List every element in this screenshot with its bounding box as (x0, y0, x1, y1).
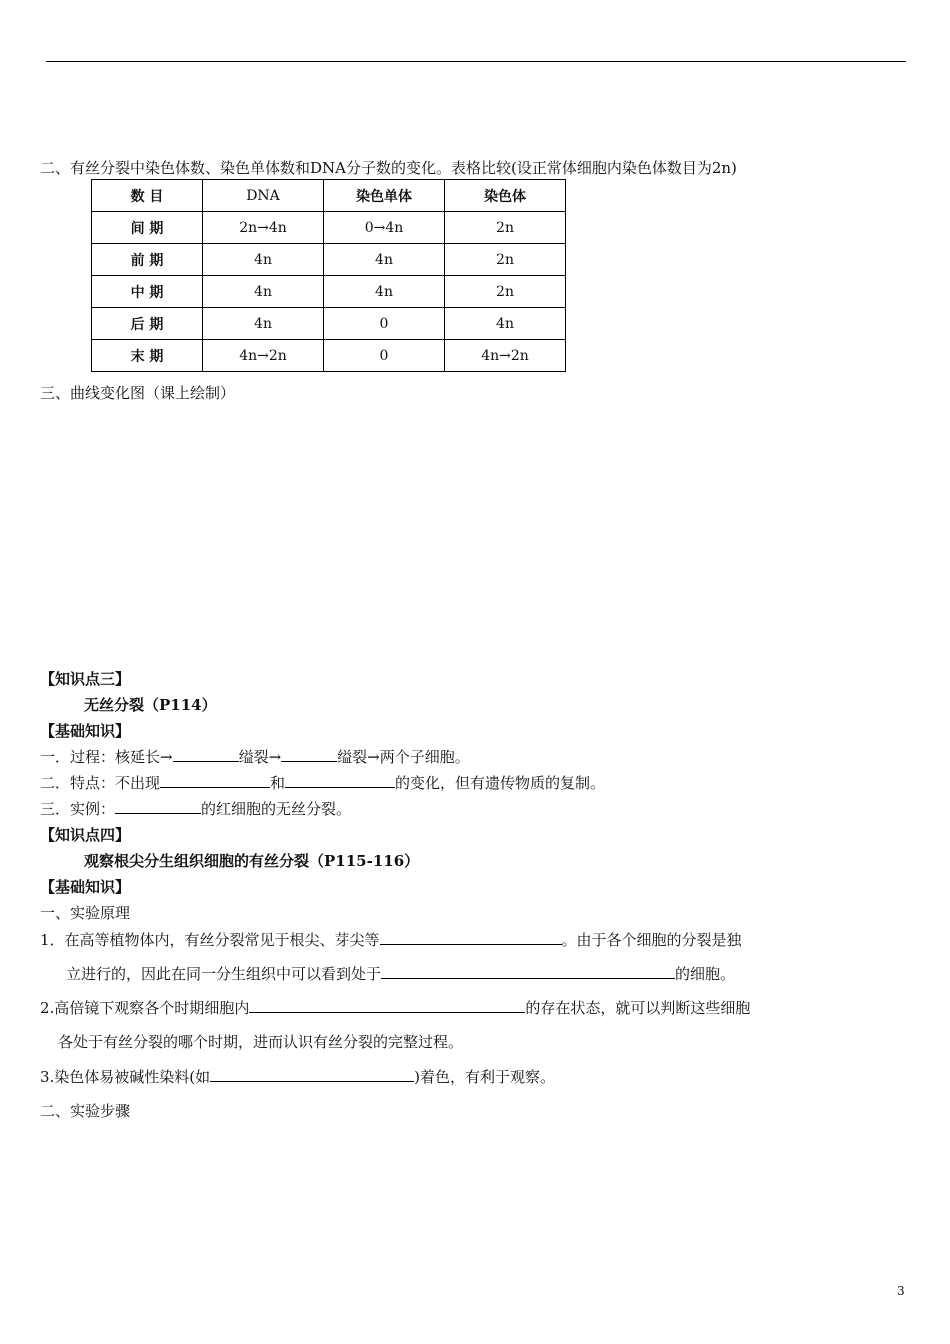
text-segment: 的存在状态，就可以判断这些细胞 (525, 999, 751, 1017)
table-header-cell: 数 目 (92, 180, 203, 212)
comparison-table (91, 179, 566, 372)
table-cell: 末 期 (92, 340, 203, 372)
kp4-principle-2-line-2: 各处于有丝分裂的哪个时期，进而认识有丝分裂的完整过程。 (58, 1033, 464, 1051)
table-cell: 后 期 (92, 308, 203, 340)
table-cell: 2n (445, 212, 566, 244)
blank-line (285, 773, 395, 788)
table-cell: 中 期 (92, 276, 203, 308)
table-cell: 4n (324, 244, 445, 276)
text-segment: 的红细胞的无丝分裂。 (201, 800, 352, 818)
table-row (92, 276, 566, 308)
kp3-basic-heading: 【基础知识】 (40, 722, 131, 740)
table-row (92, 212, 566, 244)
table-cell: 4n (203, 308, 324, 340)
text-segment: 缢裂→ (238, 748, 282, 766)
table-cell: 4n (324, 276, 445, 308)
section-2-title: 二、有丝分裂中染色体数、染色单体数和DNA分子数的变化。表格比较(设正常体细胞内染色体数目为2n) (40, 159, 737, 177)
kp3-question-2 (40, 772, 605, 793)
blank-line (173, 747, 239, 762)
table-cell: 0→4n (324, 212, 445, 244)
table-cell: 0 (324, 308, 445, 340)
blank-line (160, 773, 270, 788)
kp3-question-3 (40, 798, 351, 819)
table-cell: 0 (324, 340, 445, 372)
kp3-subheading: 无丝分裂（P114） (84, 696, 217, 714)
table-row (92, 308, 566, 340)
text-segment: 和 (270, 774, 286, 792)
table-cell: 4n→2n (203, 340, 324, 372)
table-header-row (92, 180, 566, 212)
kp4-principle-1-line-1 (40, 929, 742, 950)
section-3-title: 三、曲线变化图（课上绘制） (40, 384, 236, 402)
table-cell: 4n (203, 244, 324, 276)
blank-line (281, 747, 337, 762)
table-cell: 前 期 (92, 244, 203, 276)
table-row (92, 244, 566, 276)
text-segment: 。由于各个细胞的分裂是独 (561, 931, 742, 949)
kp3-question-1 (40, 746, 470, 767)
table-cell: 4n (203, 276, 324, 308)
text-segment: 的细胞。 (675, 965, 736, 983)
table-cell: 4n→2n (445, 340, 566, 372)
blank-line (249, 998, 525, 1013)
kp4-principle-2-line-1 (40, 997, 750, 1018)
kp3-heading: 【知识点三】 (40, 670, 131, 688)
table-row (92, 340, 566, 372)
kp4-basic-heading: 【基础知识】 (40, 878, 131, 896)
header-rule (46, 61, 906, 62)
text-segment: 2.高倍镜下观察各个时期细胞内 (40, 999, 250, 1017)
table-cell: 2n (445, 276, 566, 308)
kp4-subheading: 观察根尖分生组织细胞的有丝分裂（P115-116） (84, 852, 420, 870)
table-header-cell: DNA (203, 180, 324, 212)
text-segment: 三．实例： (40, 800, 116, 818)
table-cell: 2n (445, 244, 566, 276)
kp4-principle-1-line-2 (66, 963, 735, 984)
kp4-principle-title: 一、实验原理 (40, 904, 131, 922)
kp4-steps-title: 二、实验步骤 (40, 1102, 131, 1120)
table-header-cell: 染色单体 (324, 180, 445, 212)
blank-line (381, 964, 675, 979)
table-cell: 间 期 (92, 212, 203, 244)
text-segment: 缢裂→两个子细胞。 (337, 748, 470, 766)
table-cell: 4n (445, 308, 566, 340)
text-segment: 3.染色体易被碱性染料(如 (40, 1068, 211, 1086)
table-cell: 2n→4n (203, 212, 324, 244)
text-segment: 1．在高等植物体内，有丝分裂常见于根尖、芽尖等 (40, 931, 380, 949)
table-header-cell: 染色体 (445, 180, 566, 212)
blank-line (210, 1067, 414, 1082)
kp4-principle-3 (40, 1066, 555, 1087)
text-segment: 立进行的，因此在同一分生组织中可以看到处于 (66, 965, 382, 983)
text-segment: 的变化，但有遗传物质的复制。 (395, 774, 606, 792)
blank-line (115, 799, 201, 814)
blank-line (380, 930, 562, 945)
text-segment: )着色，有利于观察。 (414, 1068, 556, 1086)
text-segment: 一．过程：核延长→ (40, 748, 173, 766)
page-number: 3 (897, 1284, 905, 1298)
kp4-heading: 【知识点四】 (40, 826, 131, 844)
text-segment: 二．特点：不出现 (40, 774, 161, 792)
